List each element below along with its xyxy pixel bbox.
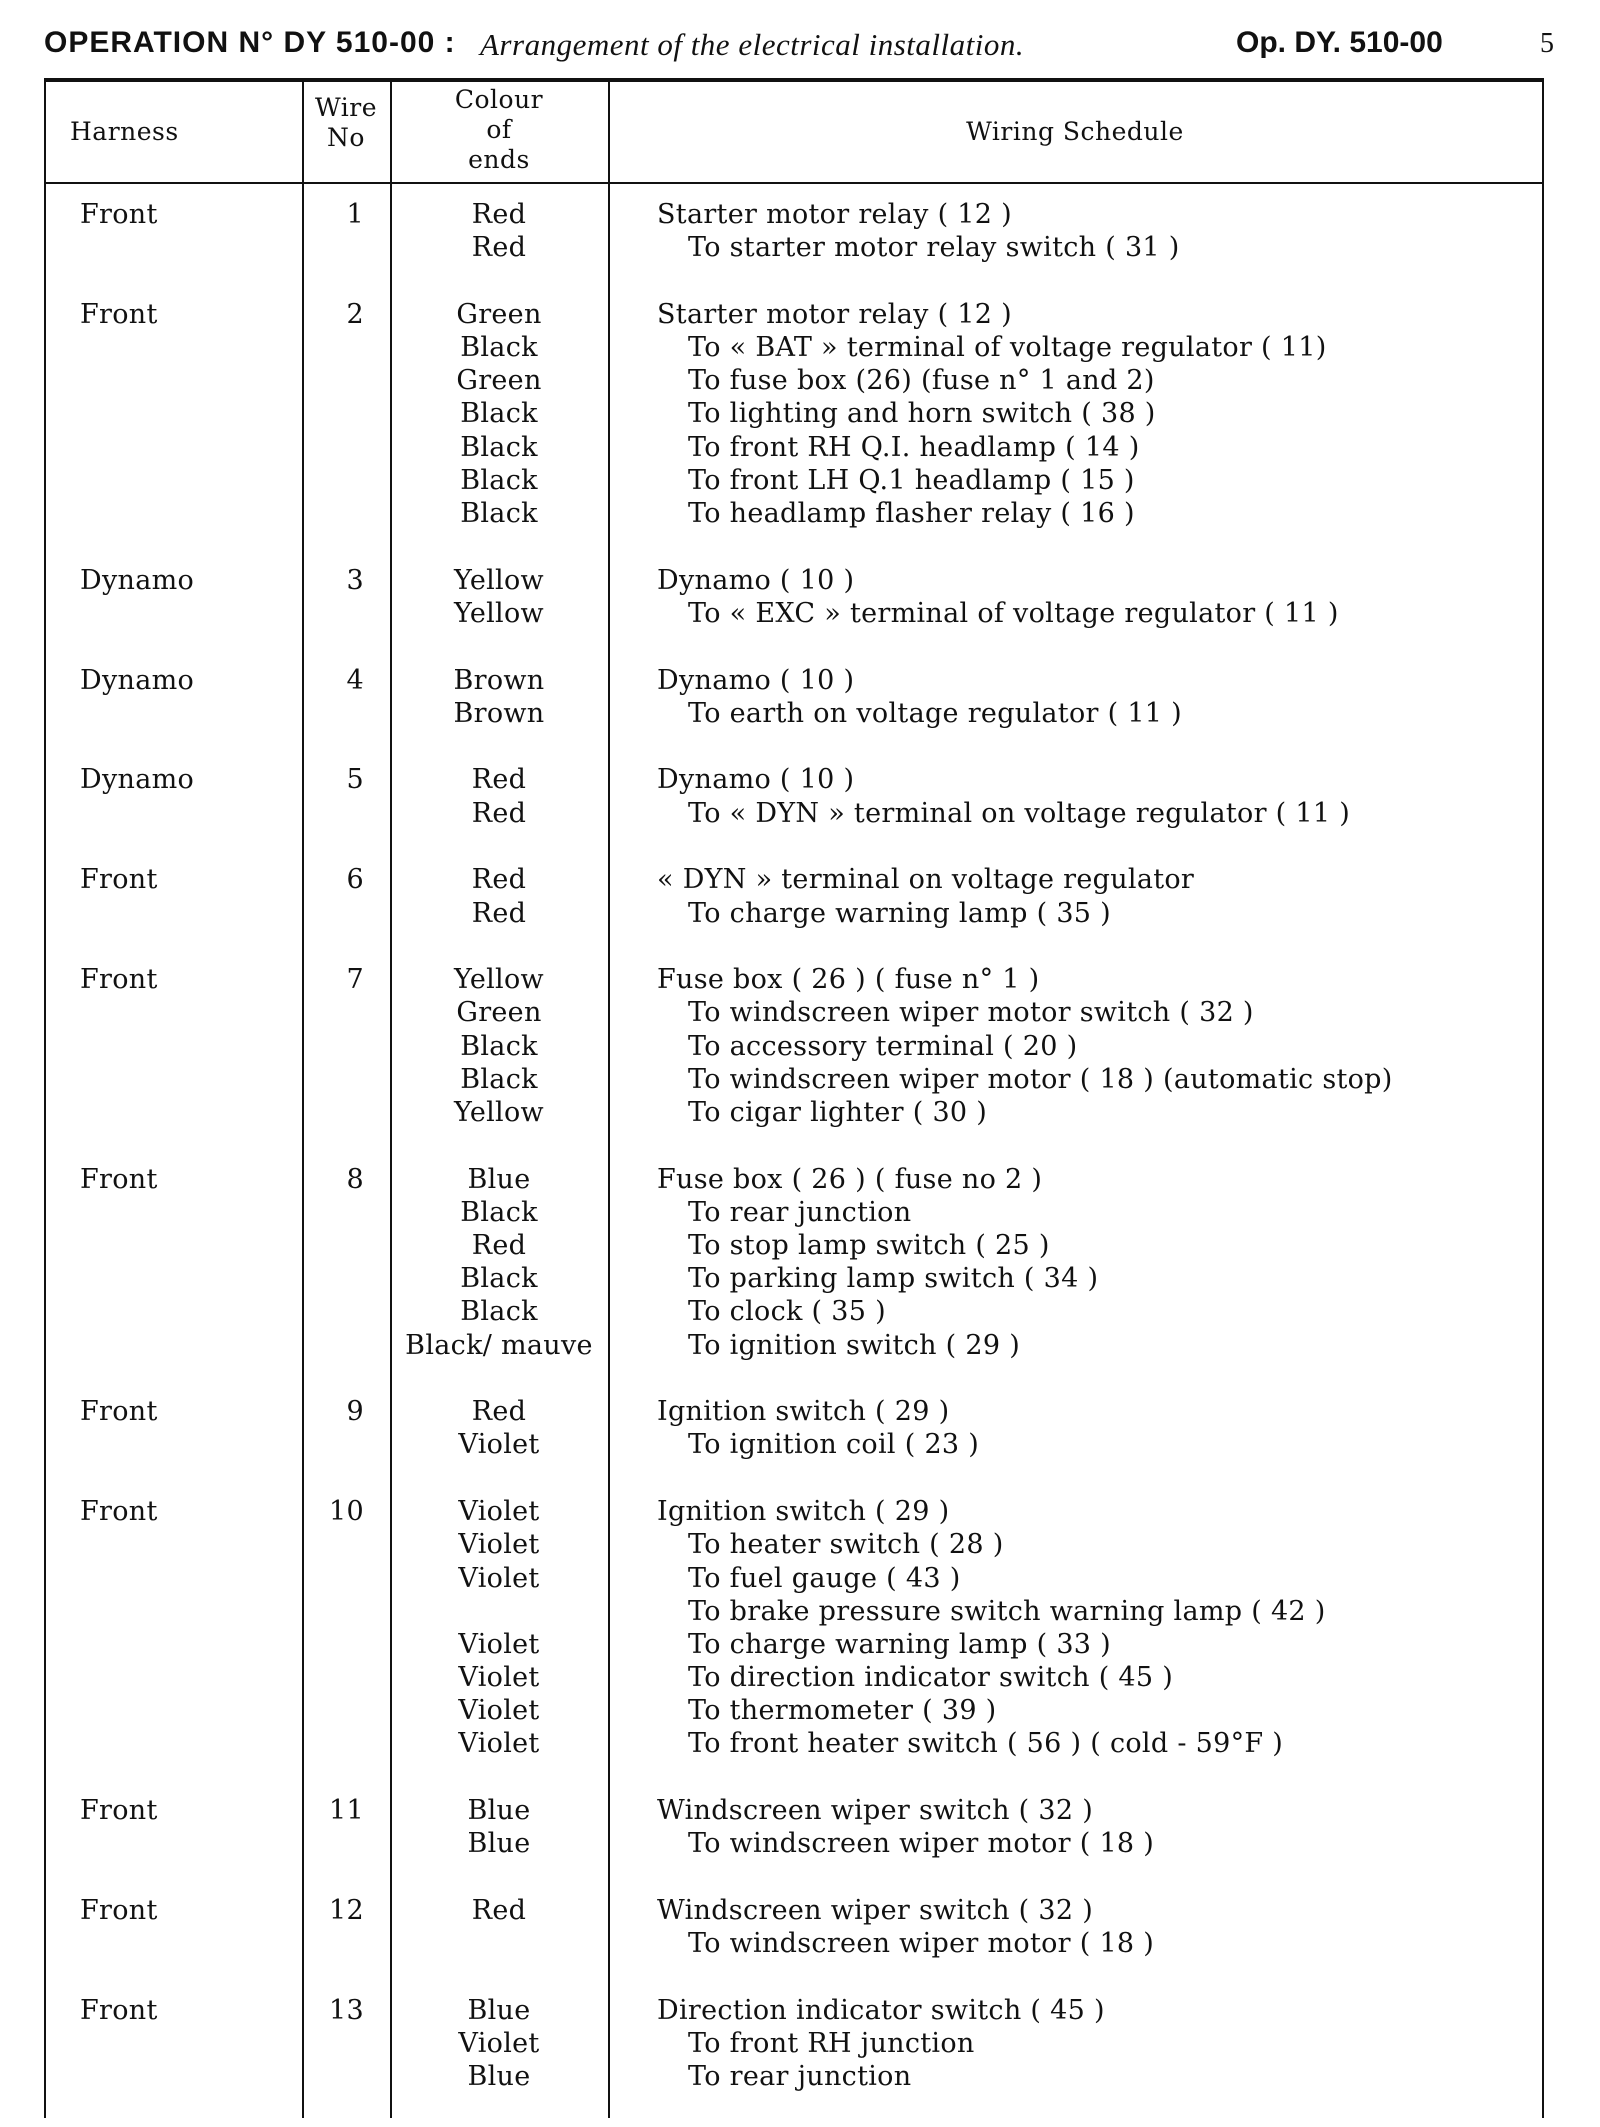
schedule-destination: To ignition switch ( 29 ) [688, 1329, 1021, 1361]
colour-cell [390, 198, 608, 264]
schedule-destination: To accessory terminal ( 20 ) [688, 1030, 1078, 1062]
schedule-destination: To rear junction [688, 1196, 912, 1228]
schedule-destination: To stop lamp switch ( 25 ) [688, 1230, 1050, 1261]
harness-cell: Front [80, 1895, 158, 1926]
schedule-source: Dynamo ( 10 ) [657, 764, 855, 796]
schedule-source: « DYN » terminal on voltage regulator [657, 864, 1195, 896]
colour-line: Blue [467, 1795, 531, 1827]
colour-line [390, 1927, 608, 1960]
colour-line: Black [460, 332, 538, 364]
schedule-cell [657, 763, 1350, 829]
colour-line: Black [460, 1196, 538, 1228]
schedule-source: Starter motor relay ( 12 ) [657, 298, 1012, 330]
wire-number-cell: 8 [346, 1163, 364, 1195]
colour-line: Red [471, 764, 527, 796]
schedule-source: Windscreen wiper switch ( 32 ) [657, 1895, 1094, 1926]
colour-cell [390, 1794, 608, 1860]
harness-cell: Front [80, 1163, 158, 1195]
colour-line: Yellow [454, 564, 544, 596]
harness-cell: Front [80, 199, 158, 230]
colour-line [390, 1595, 608, 1628]
colour-line: Red [471, 199, 527, 230]
harness-cell: Front [80, 1396, 158, 1428]
colour-line: Violet [458, 1728, 540, 1760]
colour-line: Black/ mauve [405, 1329, 593, 1361]
table-row [46, 1894, 1542, 1960]
wiring-table [44, 78, 1544, 2118]
table-body [46, 198, 1542, 2127]
harness-cell: Front [80, 298, 158, 330]
schedule-destination: To parking lamp switch ( 34 ) [688, 1263, 1099, 1295]
schedule-destination: To fuel gauge ( 43 ) [688, 1562, 961, 1594]
wire-number-cell: 11 [329, 1795, 364, 1827]
table-row [46, 963, 1542, 1129]
schedule-destination: To charge warning lamp ( 33 ) [688, 1628, 1111, 1660]
colour-line: Green [456, 298, 542, 330]
operation-reference: Op. DY. 510-00 [1236, 26, 1443, 59]
header-rule [46, 182, 1542, 184]
wire-number-cell: 1 [346, 199, 364, 230]
wire-number-cell: 4 [346, 664, 364, 696]
wire-number-cell: 12 [329, 1895, 364, 1926]
table-row [46, 198, 1542, 264]
column-header-schedule: Wiring Schedule [966, 117, 1184, 146]
schedule-source: Starter motor relay ( 12 ) [657, 199, 1012, 230]
schedule-source: Windscreen wiper switch ( 32 ) [657, 1795, 1094, 1827]
table-row [46, 763, 1542, 829]
table-row [46, 1994, 1542, 2094]
operation-subtitle: Arrangement of the electrical installation. [480, 27, 1025, 62]
schedule-cell [657, 1395, 979, 1461]
colour-line: Black [460, 1296, 538, 1328]
column-header-wire-line: No [327, 123, 365, 152]
column-header-wire-no [302, 93, 390, 153]
colour-line: Blue [467, 1994, 531, 2026]
colour-line: Brown [453, 664, 545, 696]
schedule-destination: To front RH Q.I. headlamp ( 14 ) [688, 431, 1140, 463]
table-row [46, 1163, 1542, 1362]
schedule-cell [657, 198, 1180, 264]
colour-cell [390, 564, 608, 630]
colour-line: Violet [458, 1529, 540, 1561]
wire-number-cell: 9 [346, 1396, 364, 1428]
table-row [46, 1794, 1542, 1860]
schedule-destination: To windscreen wiper motor switch ( 32 ) [688, 997, 1254, 1029]
colour-line: Black [460, 1263, 538, 1295]
schedule-source: Dynamo ( 10 ) [657, 664, 855, 696]
schedule-cell [657, 1894, 1154, 1960]
schedule-destination: To windscreen wiper motor ( 18 ) (automatic stop) [688, 1063, 1393, 1095]
wire-number-cell: 3 [346, 564, 364, 596]
schedule-source: Fuse box ( 26 ) ( fuse n° 1 ) [657, 964, 1040, 996]
colour-line: Black [460, 464, 538, 496]
schedule-destination: To brake pressure switch warning lamp ( 42 ) [688, 1595, 1326, 1627]
schedule-destination: To direction indicator switch ( 45 ) [688, 1662, 1174, 1694]
schedule-destination: To heater switch ( 28 ) [688, 1529, 1004, 1561]
schedule-source: Fuse box ( 26 ) ( fuse no 2 ) [657, 1163, 1043, 1195]
colour-line: Red [471, 1895, 527, 1926]
wire-number-cell: 10 [329, 1496, 364, 1528]
colour-line: Violet [458, 1496, 540, 1528]
schedule-destination: To front heater switch ( 56 ) ( cold - 59°F ) [688, 1728, 1284, 1760]
schedule-cell [657, 1794, 1154, 1860]
column-header-harness: Harness [70, 117, 179, 146]
table-row [46, 298, 1542, 530]
schedule-destination: To ignition coil ( 23 ) [688, 1429, 980, 1461]
colour-line: Green [456, 365, 542, 397]
colour-line: Red [471, 1396, 527, 1428]
schedule-destination: To earth on voltage regulator ( 11 ) [688, 697, 1182, 729]
schedule-destination: To front LH Q.1 headlamp ( 15 ) [688, 464, 1135, 496]
harness-cell: Front [80, 1795, 158, 1827]
schedule-cell [657, 1495, 1326, 1761]
colour-line: Black [460, 1063, 538, 1095]
harness-cell: Front [80, 1496, 158, 1528]
column-header-colour-line: Colour [454, 85, 544, 114]
schedule-destination: To headlamp flasher relay ( 16 ) [688, 498, 1135, 529]
schedule-cell [657, 863, 1194, 929]
colour-cell [390, 963, 608, 1129]
harness-cell: Dynamo [80, 664, 195, 696]
wire-number-cell: 6 [346, 864, 364, 896]
schedule-destination: To thermometer ( 39 ) [688, 1695, 997, 1727]
column-header-colour-line: ends [468, 145, 530, 174]
colour-line: Blue [467, 2061, 531, 2093]
colour-line: Red [471, 1230, 527, 1261]
colour-line: Violet [458, 1662, 540, 1694]
colour-cell [390, 298, 608, 530]
schedule-destination: To fuse box (26) (fuse n° 1 and 2) [688, 365, 1155, 397]
schedule-cell [657, 564, 1339, 630]
schedule-destination: To clock ( 35 ) [688, 1296, 886, 1328]
schedule-source: Dynamo ( 10 ) [657, 564, 855, 596]
schedule-destination: To « BAT » terminal of voltage regulator ( 11) [688, 332, 1327, 364]
schedule-source: Ignition switch ( 29 ) [657, 1396, 950, 1428]
colour-line: Violet [458, 1562, 540, 1594]
schedule-cell [657, 664, 1182, 730]
column-header-colour [390, 85, 608, 175]
colour-line: Yellow [454, 597, 544, 629]
colour-line: Brown [453, 697, 545, 729]
schedule-destination: To cigar lighter ( 30 ) [688, 1096, 988, 1128]
schedule-destination: To charge warning lamp ( 35 ) [688, 897, 1111, 929]
table-row [46, 1495, 1542, 1761]
page-number: 5 [1540, 28, 1554, 59]
colour-line: Black [460, 498, 538, 529]
harness-cell: Front [80, 964, 158, 996]
colour-line: Violet [458, 1695, 540, 1727]
schedule-destination: To front RH junction [688, 2028, 975, 2060]
page-header [44, 22, 1560, 72]
schedule-source: Direction indicator switch ( 45 ) [657, 1994, 1105, 2026]
colour-line: Red [471, 864, 527, 896]
colour-cell [390, 1894, 608, 1960]
colour-line: Violet [458, 1429, 540, 1461]
wire-number-cell: 13 [329, 1994, 364, 2026]
table-row [46, 664, 1542, 730]
column-header-colour-line: of [486, 115, 512, 144]
harness-cell: Dynamo [80, 764, 195, 796]
schedule-cell [657, 1994, 1105, 2094]
harness-cell: Front [80, 864, 158, 896]
table-row [46, 564, 1542, 630]
schedule-source: Ignition switch ( 29 ) [657, 1496, 950, 1528]
colour-cell [390, 1994, 608, 2094]
schedule-destination: To « DYN » terminal on voltage regulator ( 11 ) [688, 797, 1351, 829]
table-row [46, 1395, 1542, 1461]
operation-title: OPERATION N° DY 510-00 : [44, 26, 456, 59]
colour-line: Green [456, 997, 542, 1029]
wire-number-cell: 7 [346, 964, 364, 996]
schedule-destination: To windscreen wiper motor ( 18 ) [688, 1928, 1155, 1960]
colour-line: Red [471, 797, 527, 829]
colour-line: Yellow [454, 964, 544, 996]
colour-cell [390, 1163, 608, 1362]
table-row [46, 863, 1542, 929]
colour-line: Red [471, 897, 527, 929]
colour-line: Red [471, 232, 527, 264]
schedule-destination: To windscreen wiper motor ( 18 ) [688, 1828, 1155, 1860]
colour-cell [390, 863, 608, 929]
colour-line: Black [460, 398, 538, 430]
schedule-destination: To rear junction [688, 2061, 912, 2093]
column-header-wire-line: Wire [315, 93, 377, 122]
colour-line: Blue [467, 1163, 531, 1195]
schedule-cell [657, 963, 1393, 1129]
colour-cell [390, 763, 608, 829]
colour-line: Black [460, 431, 538, 463]
harness-cell: Dynamo [80, 564, 195, 596]
table-header [46, 82, 1542, 182]
colour-cell [390, 1395, 608, 1461]
harness-cell: Front [80, 1994, 158, 2026]
colour-cell [390, 1495, 608, 1761]
schedule-destination: To starter motor relay switch ( 31 ) [688, 232, 1180, 264]
colour-line: Violet [458, 1628, 540, 1660]
colour-line: Yellow [454, 1096, 544, 1128]
schedule-cell [657, 1163, 1098, 1362]
colour-cell [390, 664, 608, 730]
schedule-destination: To lighting and horn switch ( 38 ) [688, 398, 1156, 430]
schedule-destination: To « EXC » terminal of voltage regulator ( 11 ) [688, 597, 1339, 629]
schedule-cell [657, 298, 1327, 530]
colour-line: Violet [458, 2028, 540, 2060]
wire-number-cell: 5 [346, 764, 364, 796]
colour-line: Black [460, 1030, 538, 1062]
wire-number-cell: 2 [346, 298, 364, 330]
colour-line: Blue [467, 1828, 531, 1860]
